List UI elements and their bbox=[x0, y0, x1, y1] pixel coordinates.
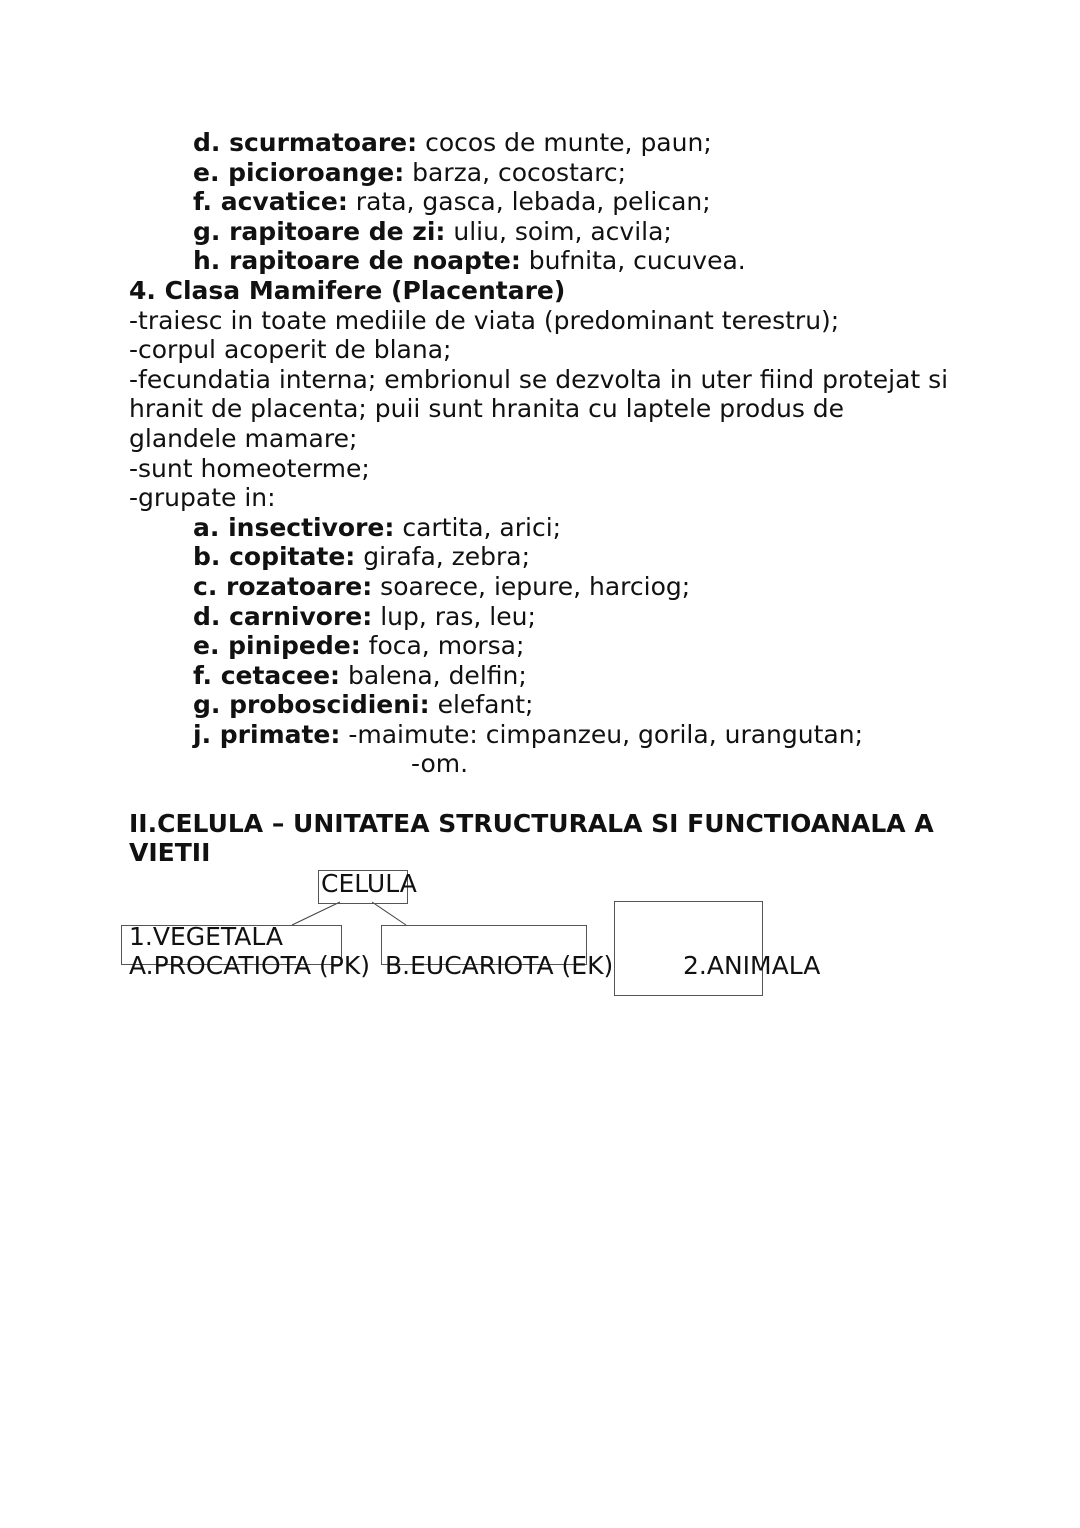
mammal-trait: -traiesc in toate mediile de viata (predominant terestru); bbox=[129, 305, 840, 335]
mammal-trait: -fecundatia interna; embrionul se dezvolta in uter fiind protejat si hranit de placenta; puii sunt hranita cu laptele produs de glandele mamare; bbox=[129, 364, 949, 453]
group-label: e. picioroange: bbox=[193, 157, 405, 187]
vegetala-box bbox=[121, 925, 342, 965]
group-text: uliu, soim, acvila; bbox=[445, 216, 672, 246]
group-text: elefant; bbox=[429, 690, 534, 720]
group-label: c. rozatoare: bbox=[193, 571, 373, 601]
bird-group bbox=[129, 246, 989, 276]
mammal-trait: -sunt homeoterme; bbox=[129, 453, 370, 483]
mammal-group bbox=[129, 690, 989, 720]
procariota-label: A.PROCATIOTA (PK) bbox=[129, 951, 371, 980]
document-body bbox=[129, 128, 989, 868]
group-label: h. rapitoare de noapte: bbox=[193, 246, 521, 276]
group-text: balena, delfin; bbox=[340, 660, 527, 690]
group-text: foca, morsa; bbox=[360, 631, 525, 661]
group-text: rata, gasca, lebada, pelican; bbox=[347, 187, 711, 217]
group-text: cartita, arici; bbox=[394, 512, 562, 542]
group-label: d. scurmatoare: bbox=[193, 128, 418, 157]
bird-group bbox=[129, 217, 989, 247]
heading-text: 4. Clasa Mamifere (Placentare) bbox=[129, 275, 566, 305]
bird-group bbox=[129, 187, 989, 217]
mammal-group bbox=[129, 542, 989, 572]
connector-line bbox=[292, 902, 340, 925]
mammal-group bbox=[129, 631, 989, 661]
group-label: g. rapitoare de zi: bbox=[193, 216, 446, 246]
root-box bbox=[318, 870, 408, 904]
animala-box bbox=[614, 901, 763, 996]
bird-group bbox=[129, 158, 989, 188]
group-label: j. primate: bbox=[193, 719, 341, 749]
group-text: cocos de munte, paun; bbox=[417, 128, 712, 157]
group-text: -maimute: cimpanzeu, gorila, urangutan; bbox=[340, 719, 863, 749]
vegetala-label: 1.VEGETALA bbox=[129, 922, 283, 951]
mammal-group bbox=[129, 661, 989, 691]
group-label: d. carnivore: bbox=[193, 601, 373, 631]
group-text: bufnita, cucuvea. bbox=[520, 246, 746, 276]
group-label: f. acvatice: bbox=[193, 187, 348, 217]
mammal-group bbox=[129, 602, 989, 632]
connector-line bbox=[372, 902, 406, 925]
group-text: girafa, zebra; bbox=[355, 542, 531, 572]
section-title: II.CELULA – UNITATEA STRUCTURALA SI FUNCTIOANALA A VIETII bbox=[129, 808, 934, 868]
animala-label: 2.ANIMALA bbox=[683, 951, 821, 980]
mammal-trait: -corpul acoperit de blana; bbox=[129, 335, 452, 365]
group-label: a. insectivore: bbox=[193, 512, 395, 542]
mammal-group bbox=[129, 572, 989, 602]
mammal-trait: -grupate in: bbox=[129, 483, 276, 513]
group-label: f. cetacee: bbox=[193, 660, 341, 690]
spacer bbox=[129, 779, 989, 809]
group-text: barza, cocostarc; bbox=[404, 157, 627, 187]
mammal-group bbox=[129, 513, 989, 543]
root-label: CELULA bbox=[321, 869, 417, 898]
group-label: g. proboscidieni: bbox=[193, 690, 430, 720]
eucariota-box bbox=[381, 925, 587, 965]
primate-extra: -om. bbox=[411, 749, 469, 779]
group-label: e. pinipede: bbox=[193, 631, 361, 661]
group-text: lup, ras, leu; bbox=[372, 601, 536, 631]
group-text: soarece, iepure, harciog; bbox=[372, 571, 691, 601]
mammals-heading bbox=[129, 276, 989, 306]
bird-group bbox=[129, 128, 989, 158]
group-label: b. copitate: bbox=[193, 542, 356, 572]
mammal-group bbox=[129, 720, 989, 750]
eucariota-label: B.EUCARIOTA (EK) bbox=[385, 951, 614, 980]
